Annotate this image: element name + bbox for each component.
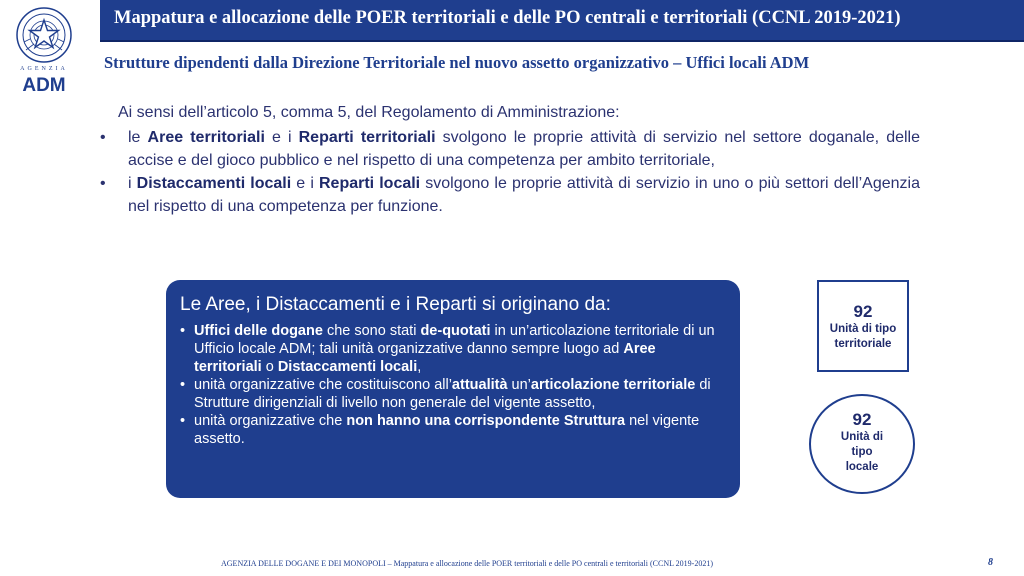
origin-item-uffici: • Uffici delle dogane che sono stati de-quotati in un’articolazione territoriale di un Ufficio locale ADM; tali unità organizzative danno sempre luogo ad Aree territoriali o Distaccamenti locali, xyxy=(180,323,715,375)
origin-item-non-corrispondente: • unità organizzative che non hanno una corrispondente Struttura nel vigente assetto. xyxy=(180,413,700,447)
bullet-dot-icon: • xyxy=(100,129,106,146)
stat-locale-label-1: Unità di xyxy=(840,431,884,443)
bullet-item-aree: • le Aree territoriali e i Reparti territoriali svolgono le proprie attività di servizio nel settore doganale, delle accise e del gioco pubblico e nel rispetto di una competenza per ambito territoriale, xyxy=(100,126,920,172)
stat-territoriale xyxy=(817,280,909,372)
stat-locale-label-3: locale xyxy=(845,461,879,473)
logo-text: ADM xyxy=(22,75,66,96)
intro-text: Ai sensi dell’articolo 5, comma 5, del Regolamento di Amministrazione: xyxy=(118,104,620,121)
page-number: 8 xyxy=(988,557,993,568)
bullet-dot-icon: • xyxy=(100,175,106,192)
adm-logo xyxy=(14,6,74,96)
logo-caption: AGENZIA xyxy=(20,66,68,72)
title-bar xyxy=(100,0,1024,42)
stat-territoriale-label-2: territoriale xyxy=(834,338,892,350)
bullet-dot-icon: • xyxy=(180,323,186,339)
emblem-icon xyxy=(14,6,74,64)
stat-territoriale-label-1: Unità di tipo xyxy=(829,323,897,335)
origin-box-title: Le Aree, i Distaccamenti e i Reparti si originano da: xyxy=(180,294,611,315)
origin-item-articolazione: • unità organizzative che costituiscono all’attualità un’articolazione territoriale di Strutture dirigenziali di livello non generale del vigente assetto, xyxy=(180,377,711,411)
bullet-item-distaccamenti: • i Distaccamenti locali e i Reparti locali svolgono le proprie attività di servizio in uno o più settori dell’Agenzia nel rispetto di una competenza per funzione. xyxy=(100,172,920,218)
stat-locale-label-2: tipo xyxy=(851,446,873,458)
stat-locale-value: 92 xyxy=(852,410,872,429)
bullet-dot-icon: • xyxy=(180,377,186,393)
origin-box xyxy=(166,280,740,498)
stat-locale xyxy=(809,394,915,494)
bullet-list xyxy=(100,126,920,218)
stat-territoriale-value: 92 xyxy=(853,302,873,321)
page-title: Mappatura e allocazione delle POER territoriali e delle PO centrali e territoriali (CCNL 2019-2021) xyxy=(114,8,901,28)
footer-text: AGENZIA DELLE DOGANE E DEI MONOPOLI – Mappatura e allocazione delle POER territoriali e delle PO centrali e territoriali (CCNL 2019-2021) xyxy=(221,559,714,568)
origin-list xyxy=(180,322,720,448)
bullet-dot-icon: • xyxy=(180,413,186,429)
page-subtitle: Strutture dipendenti dalla Direzione Territoriale nel nuovo assetto organizzativo – Uffici locali ADM xyxy=(104,53,810,72)
